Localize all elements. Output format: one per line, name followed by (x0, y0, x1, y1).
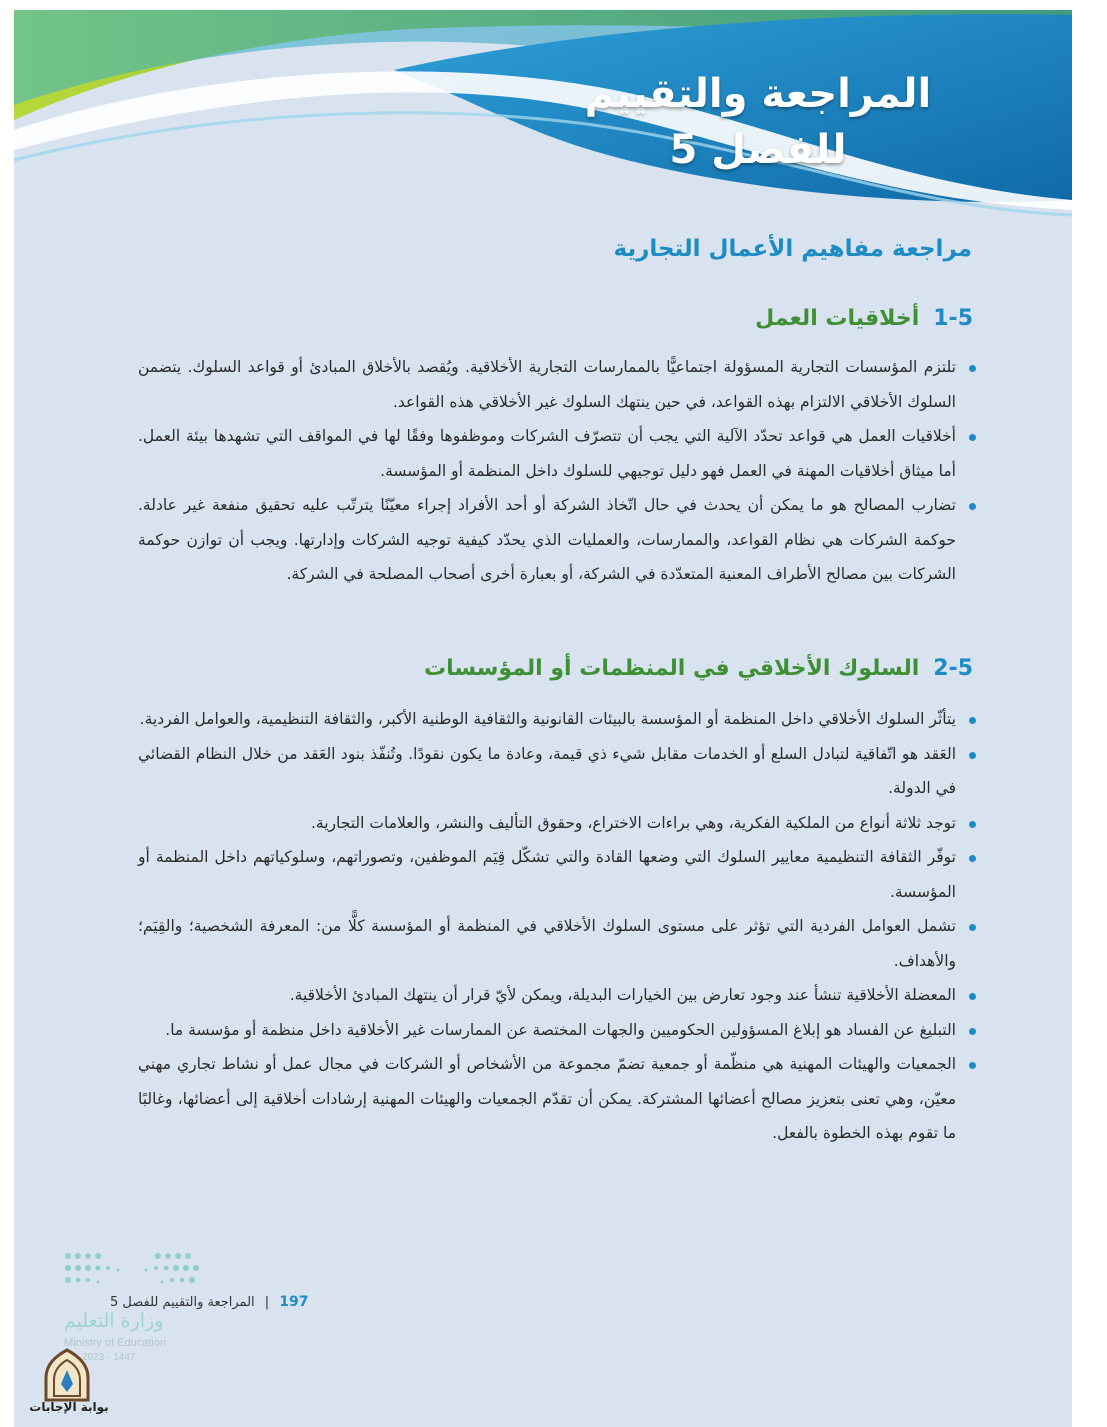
review-heading: مراجعة مفاهيم الأعمال التجارية (613, 236, 972, 262)
bullet-text: توجد ثلاثة أنواع من الملكية الفكرية، وهي براءات الاختراع، وحقوق التأليف والنشر، والعلامات التجارية. (310, 813, 956, 832)
textbook-page (14, 10, 1072, 1427)
bullet-icon (969, 752, 976, 759)
chapter-title-line2: للفصل 5 (669, 127, 847, 173)
bullet-text: الجمعيات والهيئات المهنية هي منظّمة أو جمعية تضمّ مجموعة من الأشخاص أو الشركات في مجال عمل أو نشاط تجاري مهني معيّن، وهي تعنى بتعزيز مصالح أعضائها المشتركة. يمكن أن تقدّم الجمعيات والهيئات المهنية إرشادات أخلاقية إلى أعضائها، وغالبًا ما تقوم بهذه الخطوة بالفعل. (138, 1055, 956, 1142)
section-heading-2 (424, 656, 973, 681)
bullet-text: المعضلة الأخلاقية تنشأ عند وجود تعارض بين الخيارات البديلة، ويمكن لأيّ قرار أن ينتهك المبادئ الأخلاقية. (289, 986, 956, 1004)
bullet-icon (969, 717, 976, 724)
list-item (138, 806, 956, 841)
bullet-text: تضارب المصالح هو ما يمكن أن يحدث في حال اتّخاذ الشركة أو أحد الأفراد إجراء معيّنًا يترتّب عليه تحقيق منفعة غير عادلة. حوكمة الشركات هي نظام القواعد، والممارسات، والعمليات الذي يحدّد كيفية توجيه الشركات وإدارتها. ويجب أن توازن حوكمة الشركات بين مصالح الأطراف المعنية المتعدّدة في الشركة، أو بعبارة أخرى أصحاب المصلحة في الشركة. (138, 496, 956, 583)
ministry-logo-icon (62, 1250, 202, 1290)
bullet-icon (969, 855, 976, 862)
list-item (138, 909, 956, 978)
bullet-text: تلتزم المؤسسات التجارية المسؤولة اجتماعيًّا بالممارسات التجارية الأخلاقية. ويُقصد بالأخلاق المبادئ أو قواعد السلوك. يتضمن السلوك الأخلاقي الالتزام بهذه القواعد، في حين ينتهك السلوك غير الأخلاقي هذه القواعد. (138, 358, 956, 411)
ministry-year: 2023 - 1447 (82, 1352, 136, 1363)
ministry-name-arabic: وزارة التعليم (64, 1310, 164, 1332)
list-item (138, 978, 956, 1013)
list-item (138, 1047, 956, 1151)
bullet-icon (969, 924, 976, 931)
section-2-bullet-list (138, 702, 956, 1151)
list-item (138, 350, 956, 419)
section-1-bullet-list (138, 350, 956, 592)
bullet-icon (969, 993, 976, 1000)
footer-chapter-label: المراجعة والتقييم للفصل 5 (110, 1295, 255, 1310)
answers-portal-logo-icon (40, 1348, 94, 1402)
footer-separator: | (264, 1295, 270, 1310)
answers-portal-label: بوابة الإجابات (29, 1400, 109, 1414)
bullet-icon (969, 503, 976, 510)
section-title: السلوك الأخلاقي في المنظمات أو المؤسسات (423, 656, 920, 681)
bullet-icon (969, 1062, 976, 1069)
bullet-icon (969, 821, 976, 828)
page-footer (110, 1294, 309, 1310)
bullet-text: تشمل العوامل الفردية التي تؤثر على مستوى السلوك الأخلاقي في المنظمة أو المؤسسة كلًّا من: المعرفة الشخصية؛ والقِيَم؛ والأهداف. (138, 917, 956, 970)
chapter-title (548, 66, 968, 178)
bullet-icon (969, 434, 976, 441)
bullet-text: توفّر الثقافة التنظيمية معايير السلوك التي وضعها القادة والتي تشكّل قِيَم الموظفين، وتصوراتهم، وسلوكياتهم داخل المنظمة أو المؤسسة. (138, 848, 956, 901)
list-item (138, 702, 956, 737)
bullet-text: أخلاقيات العمل هي قواعد تحدّد الآلية التي يجب أن تتصرّف الشركات وموظفوها وفقًا لها في المواقف التي تشهدها بيئة العمل. أما ميثاق أخلاقيات المهنة في العمل فهو دليل توجيهي للسلوك داخل المنظمة أو المؤسسة. (138, 427, 956, 480)
list-item (138, 488, 956, 592)
section-number: 2-5 (933, 656, 973, 681)
list-item (138, 1013, 956, 1048)
bullet-icon (969, 1028, 976, 1035)
bullet-icon (969, 365, 976, 372)
chapter-title-line1: المراجعة والتقييم (584, 71, 932, 117)
page-number: 197 (279, 1294, 309, 1310)
ministry-name-english: Ministry of Education (64, 1337, 167, 1349)
section-number: 1-5 (933, 306, 973, 331)
section-heading-1 (755, 306, 973, 331)
list-item (138, 840, 956, 909)
section-title: أخلاقيات العمل (755, 306, 920, 331)
bullet-text: التبليغ عن الفساد هو إبلاغ المسؤولين الحكوميين والجهات المختصة عن الممارسات غير الأخلاقية داخل منظمة أو مؤسسة ما. (165, 1020, 956, 1039)
list-item (138, 737, 956, 806)
list-item (138, 419, 956, 488)
bullet-text: العَقد هو اتّفاقية لتبادل السلع أو الخدمات مقابل شيء ذي قيمة، وعادة ما يكون نقودًا. وتُنفّذ بنود العَقد من خلال النظام القضائي في الدولة. (138, 744, 956, 797)
bullet-text: يتأثّر السلوك الأخلاقي داخل المنظمة أو المؤسسة بالبيئات القانونية والثقافية الوطنية الأكبر، والثقافة التنظيمية، والعوامل الفردية. (139, 710, 956, 728)
